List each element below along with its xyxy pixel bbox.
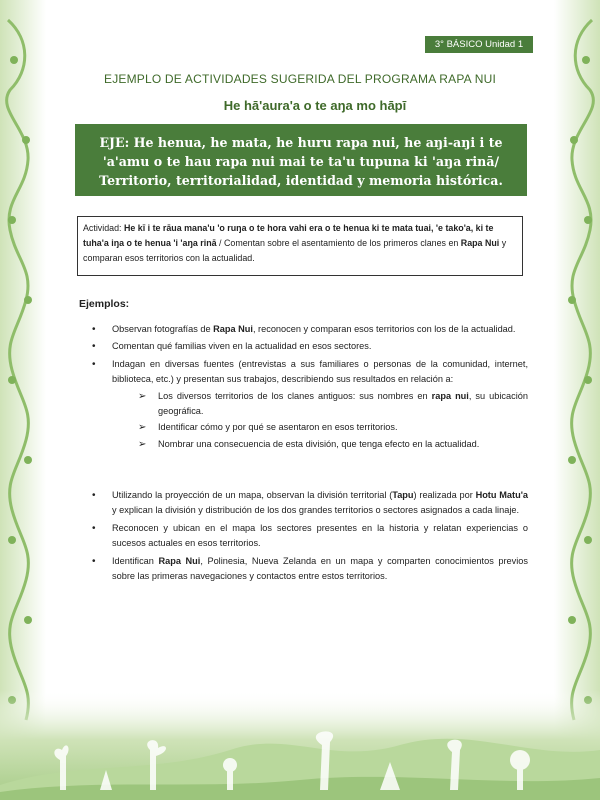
examples-heading: Ejemplos: bbox=[79, 298, 130, 310]
activity-separator: / bbox=[216, 238, 224, 248]
activity-rapa-nui: Rapa Nui bbox=[460, 238, 500, 248]
right-decorative-border bbox=[554, 0, 600, 800]
eje-banner bbox=[75, 124, 527, 196]
list-item: • Identifican Rapa Nui, Polinesia, Nueva Zelanda en un mapa y comparten conocimientos previos sobre las primeras navegaciones y contactos entre estos territorios. bbox=[86, 554, 528, 585]
sub-list-item: ➢ Nombrar una consecuencia de esta división, que tenga efecto en la actualidad. bbox=[138, 437, 528, 452]
grade-unit-badge: 3° BÁSICO Unidad 1 bbox=[425, 36, 533, 53]
list-item: • Utilizando la proyección de un mapa, observan la división territorial (Tapu) realizada por Hotu Matu'a y explican la división y distribución de los dos grandes territorios o sectores asignados a cada linaje. bbox=[86, 488, 528, 519]
sub-list-item: ➢ Identificar cómo y por qué se asentaron en esos territorios. bbox=[138, 420, 528, 435]
page-subtitle: He hā'aura'a o te aŋa mo hāpī bbox=[223, 98, 407, 113]
list-item: • Observan fotografías de Rapa Nui, reconocen y comparan esos territorios con los de la actualidad. bbox=[86, 322, 528, 337]
eje-text: EJE: He henua, he mata, he huru rapa nui, he aŋi-aŋi i te 'a'amu o te hau rapa nui mai te ta'u tupuna ki 'aŋa rinā/ Territorio, territorialidad, identidad y memoria histórica. bbox=[99, 135, 503, 188]
list-item: • Comentan qué familias viven en la actualidad en esos sectores. bbox=[86, 339, 528, 354]
examples-list-1 bbox=[86, 322, 528, 454]
list-item: • Indagan en diversas fuentes (entrevistas a sus familiares o personas de la comunidad, internet, biblioteca, etc.) y presentan sus trabajos, describiendo sus resultados en relación a: ➢ Los diversos territorios de los clanes antiguos: sus nombres en rapa nui, su ubicación geográfica. ➢ Identificar cómo y por qué se asentaron en esos territorios. ➢ Nombrar una consecuencia de esta división, que tenga efecto en la actualidad. bbox=[86, 357, 528, 452]
sub-list-item: ➢ Los diversos territorios de los clanes antiguos: sus nombres en rapa nui, su ubicación geográfica. bbox=[138, 389, 528, 420]
landscape-illustration bbox=[0, 690, 600, 800]
activity-box bbox=[77, 216, 523, 276]
activity-text: Comentan sobre el asentamiento de los primeros clanes en bbox=[223, 238, 461, 248]
sub-list bbox=[112, 389, 528, 453]
activity-title-rapanui: He kī i te rāua mana'u 'o ruŋa o te hora vahi era o te henua ki te mata tuai, 'e tako'a, ki te tuha'a iŋa o te henua 'i 'aŋa rinā bbox=[83, 223, 494, 248]
activity-text-end: y comparan esos territorios con la actualidad. bbox=[83, 238, 507, 263]
list-item: • Reconocen y ubican en el mapa los sectores presentes en la historia y relatan experiencias o sucesos actuales en esos territorios. bbox=[86, 521, 528, 552]
examples-list-2 bbox=[86, 488, 528, 586]
page-title: EJEMPLO DE ACTIVIDADES SUGERIDA DEL PROGRAMA RAPA NUI bbox=[103, 72, 497, 86]
activity-label: Actividad: bbox=[83, 223, 124, 233]
left-decorative-border bbox=[0, 0, 46, 800]
